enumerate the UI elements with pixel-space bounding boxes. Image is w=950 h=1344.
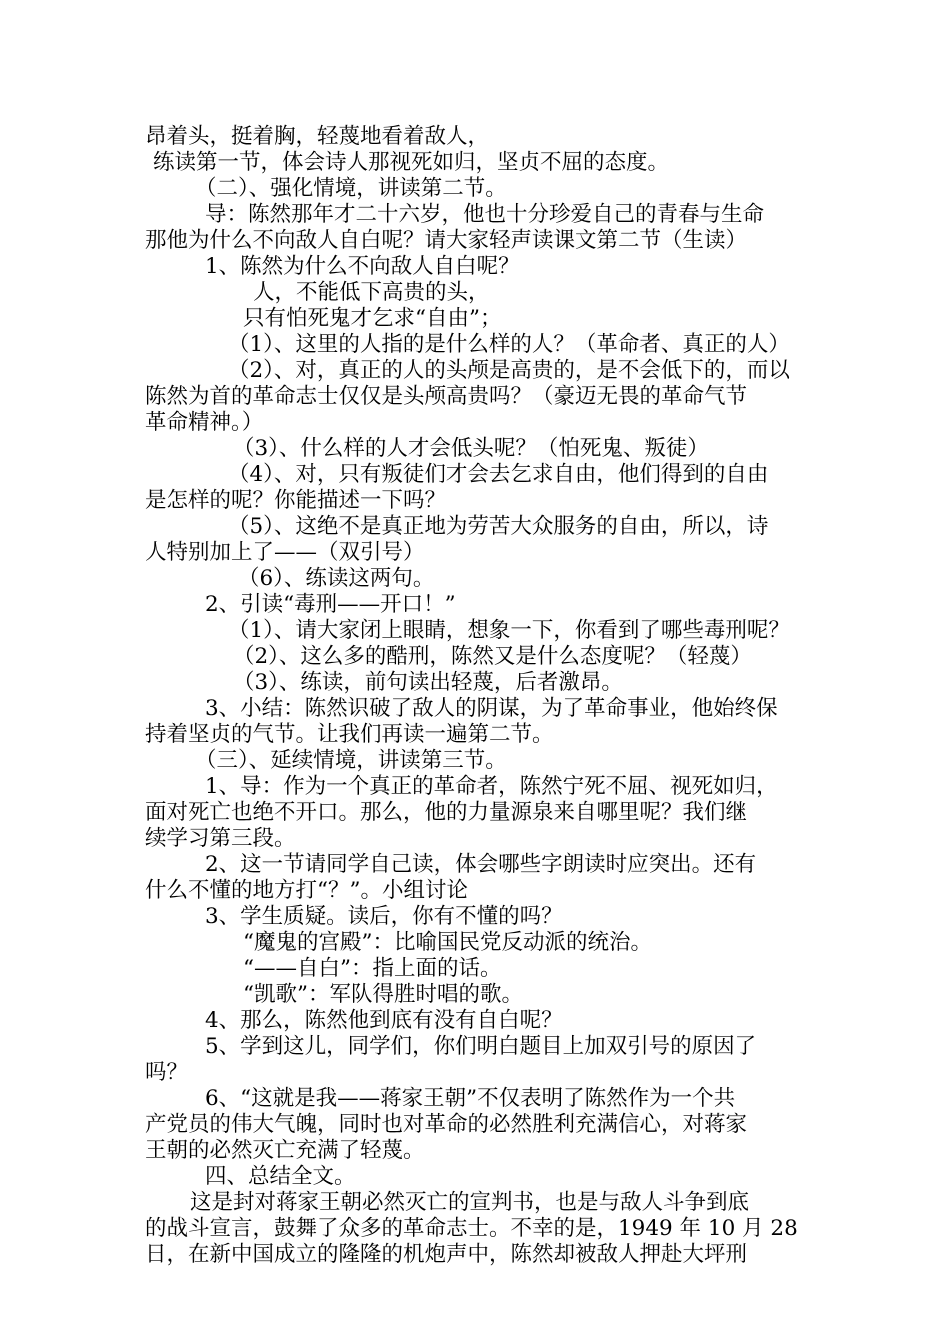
text-line: 的战斗宣言，鼓舞了众多的革命志士。不幸的是，1949 年 10 月 28	[145, 1216, 798, 1241]
text-line: 4、那么，陈然他到底有没有自白呢？	[205, 1008, 563, 1033]
text-line: 是怎样的呢？你能描述一下吗？	[145, 488, 447, 513]
text-line: 革命精神。）	[145, 410, 264, 435]
text-line: 昂着头，挺着胸，轻蔑地看着敌人，	[145, 124, 490, 149]
text-line: （3）、练读，前句读出轻蔑，后者激昂。	[233, 670, 623, 695]
text-line: 什么不懂的地方打“？”。小组讨论	[145, 878, 468, 903]
text-line: 1、陈然为什么不向敌人自白呢？	[205, 254, 520, 279]
text-line: （三）、延续情境，讲读第三节。	[195, 748, 507, 773]
text-line: （4）、对，只有叛徒们才会去乞求自由，他们得到的自由	[228, 462, 769, 487]
text-line: （6）、练读这两句。	[238, 566, 435, 591]
text-line: 续学习第三段。	[145, 826, 296, 851]
text-line: （5）、这绝不是真正地为劳苦大众服务的自由，所以，诗	[228, 514, 769, 539]
text-line: 吗？	[145, 1060, 189, 1085]
text-line: 那他为什么不向敌人自白呢？请大家轻声读课文第二节（生读）	[145, 228, 748, 253]
text-line: 持着坚贞的气节。让我们再读一遍第二节。	[145, 722, 554, 747]
text-line: 这是封对蒋家王朝必然灭亡的宣判书，也是与敌人斗争到底	[190, 1190, 750, 1215]
text-line: （2）、对，真正的人的头颅是高贵的，是不会低下的，而以	[228, 358, 790, 383]
text-line: “凯歌”：军队得胜时唱的歌。	[243, 982, 523, 1007]
text-line: 1、导：作为一个真正的革命者，陈然宁死不屈、视死如归，	[205, 774, 778, 799]
text-line: “魔鬼的宫殿”：比喻国民党反动派的统治。	[243, 930, 652, 955]
text-line: 人，不能低下高贵的头，	[253, 280, 490, 305]
text-line: 3、学生质疑。读后，你有不懂的吗？	[205, 904, 563, 929]
text-line: （1）、请大家闭上眼睛，想象一下，你看到了哪些毒刑呢？	[228, 618, 790, 643]
text-line: 导：陈然那年才二十六岁，他也十分珍爱自己的青春与生命	[205, 202, 765, 227]
text-line: （2）、这么多的酷刑，陈然又是什么态度呢？（轻蔑）	[233, 644, 752, 669]
text-line: 日，在新中国成立的隆隆的机炮声中，陈然却被敌人押赴大坪刑	[145, 1242, 748, 1267]
text-line: “——自白”：指上面的话。	[243, 956, 502, 981]
text-line: （二）、强化情境，讲读第二节。	[195, 176, 507, 201]
text-line: 6、“这就是我——蒋家王朝”不仅表明了陈然作为一个共	[205, 1086, 736, 1111]
text-line: 3、小结：陈然识破了敌人的阴谋，为了革命事业，他始终保	[205, 696, 778, 721]
text-line: 2、引读“毒刑——开口！”	[205, 592, 456, 617]
text-line: 人特别加上了——（双引号）	[145, 540, 425, 565]
text-line: 面对死亡也绝不开口。那么，他的力量源泉来自哪里呢？我们继	[145, 800, 748, 825]
text-line: （1）、这里的人指的是什么样的人？（革命者、真正的人）	[228, 332, 790, 357]
text-line: （3）、什么样的人才会低头呢？（怕死鬼、叛徒）	[233, 436, 709, 461]
text-line: 产党员的伟大气魄，同时也对革命的必然胜利充满信心，对蒋家	[145, 1112, 748, 1137]
text-line: 陈然为首的革命志士仅仅是头颅高贵吗？（豪迈无畏的革命气节	[145, 384, 748, 409]
section-heading: 四、总结全文。	[205, 1164, 356, 1189]
text-line: 2、这一节请同学自己读，体会哪些字朗读时应突出。还有	[205, 852, 757, 877]
text-line: 王朝的必然灭亡充满了轻蔑。	[145, 1138, 425, 1163]
text-line: 只有怕死鬼才乞求“自由”；	[243, 306, 502, 331]
text-line: 5、学到这儿，同学们，你们明白题目上加双引号的原因了	[205, 1034, 757, 1059]
text-line: 练读第一节，体会诗人那视死如归，坚贞不屈的态度。	[153, 150, 670, 175]
